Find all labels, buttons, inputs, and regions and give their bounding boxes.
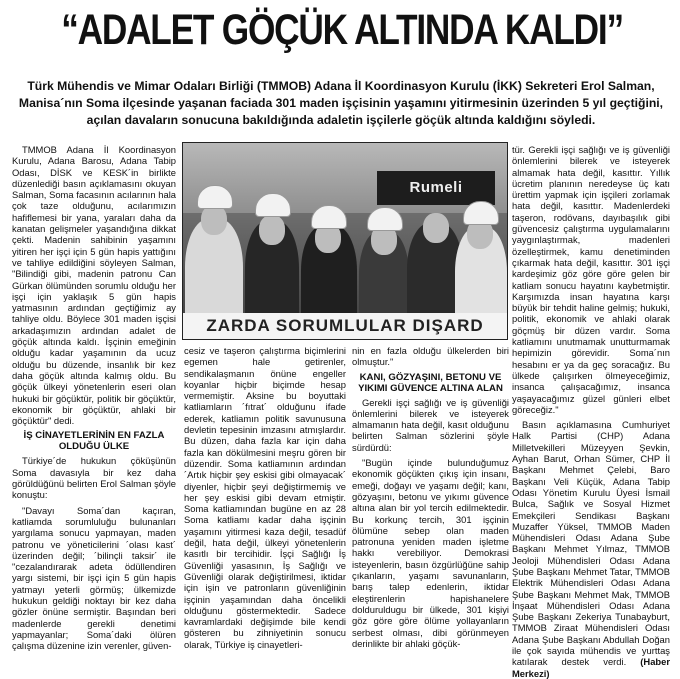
photo-protest-banner: ZARDA SORUMLULAR DIŞARD [183,313,507,339]
photo-helmet [311,205,347,229]
column3-paragraph-2: Gerekli işçi sağlığı ve iş güvenliği önlemlerini bilerek ve isteyerek almamanın hata değil, kasıt olduğunu belirten Salman sözlerini şöyle sürdürdü: [352,396,509,453]
photo-helmet [367,207,403,231]
article-column-3 [352,345,509,665]
column2-paragraph-1: cesiz ve taşeron çalıştırma biçimlerini egemen hale getirenler, sendikalaşmanın önüne engeller koyanlar hiçbir biçimde hesap vermemiştir. Aksine bu boyuttaki katliamların ´fıtrat´ olduğunu ifade ederek, katliamın politik savunusuna devletin tepesinin imzasını atmışlardır. Bu düzen, daha fazla kar için daha fazla kan dökülmesini meşru gören bir düzendir. Soma katliamının ardından ´Artık hiçbir şey eskisi gibi olmayacak´ diyenler, hiçbir şeyi değiştirmemiş ve her şey eskisi gibi devam etmiştir. Soma katliamından bugüne en az 28 Soma katliamı kadar daha işçinin yaşamını yitirmesi kaza değil, tesadüf değil, hata değil, ülkeyi yönetenlerin kasıtlı bir tercihidir. İşçi Sağlığı İş Güvenliği yasasının, İş Sağlığı ve Güvenliği olarak değiştirilmesi, iktidar için işin ve patronların güvenliğinin işçinin yaşamından daha öncelikli olduğunu göstermektedir. Sadece kavramlardaki değişimde bile kendi gösteren bu zihniyetinin sonucu olarak, Türkiye iş cinayetleri- [184,345,346,650]
news-credit: (Haber Merkezi) [512,656,670,679]
article-column-2 [184,345,346,660]
lead-paragraph: Türk Mühendis ve Mimar Odaları Birliği (TMMOB) Adana İl Koordinasyon Kurulu (İKK) Sekreteri Erol Salman, Manisa´nın Soma ilçesinde yaşanan faciada 301 maden işçisinin yaşamını yitirmesinin üzerinden 5 yıl geçtiğini, açılan davaların sonucuna bakıldığında adaletin işçilerle göçük altında kaldığını söyledi. [18,79,664,127]
article-column-1 [12,144,176,654]
photo-store-sign: Rumeli [377,171,495,205]
column1-paragraph-3: "Davayı Soma´dan kaçıran, katliamda sorumluluğu bulunanları yargılama sonucu yapmayan, maden patronu ve yöneticilerini ´olası kast´ üzerinden değil; ´bilinçli taksir´ ile "cezalandırarak adeta ödüllendiren yargı sistemi, bir işçi için 5 gün hapis yatmayı yeterli görmüş; ülkemizde hukukun geldiği noktayı bir kez daha gözler önüne sermiştir. Başından beri madenlerde gerekli denetimi yapmayanlar; Soma´daki ölüren çalışma düzenine izin verenler, güven- [12,504,176,652]
column1-paragraph-2: Türkiye´de hukukun çöküşünün Soma davasıyla bir kez daha görüldüğünü belirten Erol Salman şöyle konuştu: [12,455,176,501]
photo-face [259,215,285,245]
photo-face [201,205,227,235]
photo-face [423,213,449,243]
column4-paragraph-2-text: Basın açıklamasına Cumhuriyet Halk Partisi (CHP) Adana Milletvekilleri Müzeyyen Şevkin, Ayhan Barut, Orhan Sümer, CHP İl Başkanı Mehmet Çelebi, Baro Başkanı Veli Küçük, Adana Tabip Odası Yönetim Kurulu Üyesi İsmail Bulca, Sağlık ve Sosyal Hizmet Emekçileri Sendikası Başkanı Muzaffer Yüksel, TMMOB Maden Mühendisleri Odası Adana Şube Başkanı Mehmet Yılmaz, TMMOB Jeoloji Mühendisleri Odası Adana Şube Başkanı Mehmet Tatar, TMMOB Elektrik Mühendisleri Odası Adana Şube Başkanı Mehmet Mak, TMMOB İnşaat Mühendisleri Odası Adana Şube Başkanı Zekeriya Tunabayburt, TMMOB Ziraat Mühendisleri Odası Adana Şube Başkanı Abdullah Doğan ile çok sayıda mühendis ve yurttaş katılarak destek verdi. [512,419,670,668]
column4-paragraph-2 [512,419,670,679]
photo-helmet [255,193,291,217]
article-column-4 [512,144,670,679]
column3-paragraph-1: nin en fazla olduğu ülkelerden biri olmuştur." [352,345,509,368]
column3-paragraph-3: "Bugün içinde bulunduğumuz ekonomik göçükten çıkış için insanı, emeği, doğayı ve yaşamı değil; kanı, gözyaşını, betonu ve yıkımı güvence altına alan bir yol tercih edilmektedir. Bu korkunç tercih, 301 işçinin ölümüne sebep olan maden patronuna yeniden maden işletme hakkı verebiliyor. Demokrasi isteyenlerin, basın özgürlüğüne sahip çıkanların, yaşamı savunanların, barış talep edenlerin, iktidar eleştirenlerin hapishanelere dolduruldugu bir ülkede, 301 kişiyi göz göre göre ölüme yollayanların serbest olması, dibi görünmeyen derinlikte bir ahlaki göçük- [352,457,509,649]
headline: “ADALET GÖÇÜK ALTINDA KALDI” [61,6,623,54]
protest-photo [182,142,508,340]
column4-paragraph-1: tür. Gerekli işçi sağlığı ve iş güvenliği önlemlerini bilerek ve isteyerek almamak hata değil, kasıttır. Yıllık ücretim planının neredeyse üç katı ürettim yapmak için işçileri zorlamak hata değil, kasıttır. Madenlerdeki taşeron, rodövans, dayıbaşılık gibi güvencesiz çalıştırma uygulamalarını yaygınlaştırmak, madenleri özelleştirmek, kamu denetiminden çıkarmak hata değil, kasıttır. 301 işçi kardeşimiz göz göre göre gelen bir katliam sonucu hayatını kaybetmiştir. Karşımızda insan hayatına karşı büyük bir tehdit haline gelmiş; hukuki, politik, ekonomik ve ahlaki olarak göçmüş bir düzen vardır. Soma katliamını unutmamak unutturmamak hepimizin görevidir. Soma´nın hesabını er ya da geç soracağız. Bu ülkede çalışırken ölmeyeceğimiz, insanca çalışacağımız, insanca yaşayacağımız güzel günleri elbet göreceğiz." [512,144,670,415]
column1-paragraph-1: TMMOB Adana İl Koordinasyon Kurulu, Adana Barosu, Adana Tabip Odası, DİSK ve KESK´in birlikte düzenlediği basın açıklamasını okuyan Salman, Soma facasının acılarının hala çok taze olduğunu, acılarımızın hafiflemesi bir yana, yaraları daha da kanatan gelişmeler yaşandığına dikkat çekti. Madenin sahibinin yaşamını yitiren her işçi için 5 gün hapis yattığını ve tahliye edildiğini söyleyen Salman, "Bilindiği gibi, madenin patronu Can Gürkan ölümünden sorumlu olduğu her işçi için yaklaşık 5 gün hapis yatmasının ardından geçtiğimiz ay tahliye oldu. Böylece 301 maden işçisi arkadaşımızın ardından adalet de göçük altında kaldı. İşçinin emeğinin olduğu kadar yaşamının da ucuz olduğu bu düzende, insanlık bir kez daha göçük altında kalmış oldu. Bu göçük ülkeyi yönetenlerin eseri olan hukuki bir göçüktür, politik bir göçüktür, ekonomik bir göçüktür, ahlaki bir göçüktür" dedi. [12,144,176,427]
photo-helmet [197,185,233,209]
photo-helmet [463,201,499,225]
subheading-blood-tears: KANI, GÖZYAŞINI, BETONU VE YIKIMI GÜVENCE ALTINA ALAN [358,371,503,394]
subheading-work-murders: İŞ CİNAYETLERİNİN EN FAZLA OLDUĞU ÜLKE [23,430,165,453]
